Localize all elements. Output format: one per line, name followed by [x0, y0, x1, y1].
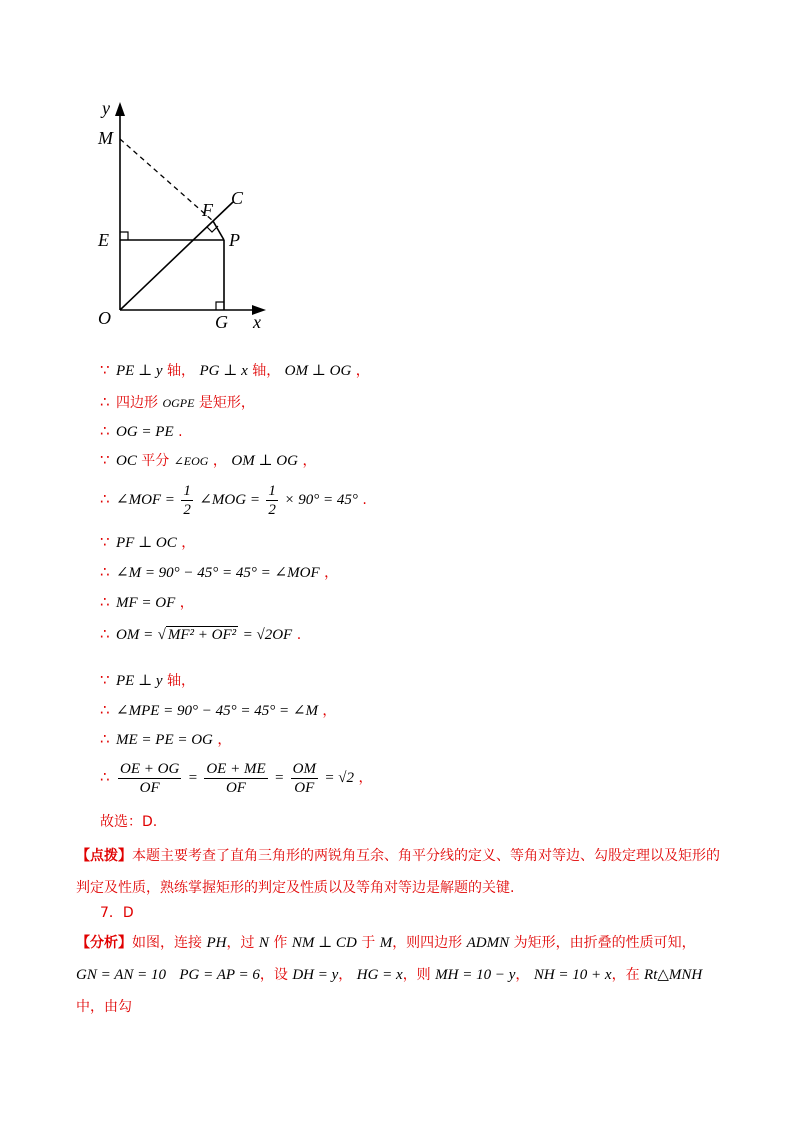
answer-line: 故选：D.	[100, 814, 158, 830]
label-F: F	[202, 200, 213, 220]
step-13: ∴ $\frac{OE + OG}{OF}$ = $\frac{OE + ME}{OF}$ = $\frac{OM}{OF}$ = √2 ，	[100, 760, 373, 796]
label-y: y	[102, 98, 110, 118]
label-O: O	[98, 308, 111, 328]
fraction-2: $\frac{OE + ME}{OF}$	[206, 760, 266, 796]
comment-paragraph	[76, 840, 726, 904]
step-5: ∴ ∠MOF = $\frac{1}{2}$ ∠MOG = $\frac{1}{2}$ × 90° = 45° .	[100, 482, 367, 518]
fraction-3: $\frac{OM}{OF}$	[292, 760, 316, 796]
step-12: ∴ ME = PE = OG ，	[100, 730, 232, 748]
coordinate-figure	[88, 92, 288, 342]
geometry-diagram	[88, 92, 288, 342]
right-angle-F	[207, 226, 218, 232]
step-1: ∵ PE ⊥ y 轴， PG ⊥ x 轴， OM ⊥ OG ，	[100, 361, 370, 379]
right-angle-G	[216, 302, 224, 310]
label-x: x	[253, 312, 261, 332]
label-E: E	[98, 230, 109, 250]
segment-PF	[213, 221, 224, 240]
step-6: ∵ PF ⊥ OC ，	[100, 533, 196, 551]
step-10: ∵ PE ⊥ y 轴，	[100, 671, 196, 689]
fraction-half-1: $\frac{1}{2}$	[183, 482, 191, 518]
dashed-MF	[120, 139, 213, 221]
analysis-paragraph: 【分析】如图，连接 PH，过 N 作 NM ⊥ CD 于 M，则四边形 ADMN 为矩形，由折叠的性质可知， GN = AN = 10 PG = AP = 6，设 DH = y， HG = x，则 MH = 10 − y， NH = 10 + x，在 Rt△MNH中，由勾	[76, 935, 703, 1015]
label-G: G	[215, 312, 228, 332]
fraction-1: $\frac{OE + OG}{OF}$	[120, 760, 180, 796]
right-angle-E	[120, 232, 128, 240]
y-axis-arrow	[115, 102, 125, 116]
label-M: M	[98, 128, 113, 148]
question-7-heading: 7．D	[100, 905, 134, 921]
step-3: ∴ OG = PE .	[100, 422, 183, 440]
ray-OC	[120, 202, 233, 310]
label-P: P	[229, 230, 240, 250]
step-7: ∴ ∠M = 90° − 45° = 45° = ∠MOF ，	[100, 563, 339, 581]
fraction-half-2: $\frac{1}{2}$	[268, 482, 276, 518]
step-9: ∴ OM = √ MF² + OF² = √2OF .	[100, 625, 302, 643]
comment-tag: 【点拨】	[76, 848, 132, 864]
step-2: ∴ 四边形 OGPE 是矩形，	[100, 393, 255, 411]
step-8: ∴ MF = OF ，	[100, 593, 194, 611]
step-4: ∵ OC 平分 ∠EOG ， OM ⊥ OG ，	[100, 451, 317, 469]
comment-text: 本题主要考查了直角三角形的两锐角互余、角平分线的定义、等角对等边、勾股定理以及矩形的判定及性质，熟练掌握矩形的判定及性质以及等角对等边是解题的关键.	[76, 848, 720, 896]
step-11: ∴ ∠MPE = 90° − 45° = 45° = ∠M ，	[100, 701, 337, 719]
label-C: C	[231, 188, 244, 208]
